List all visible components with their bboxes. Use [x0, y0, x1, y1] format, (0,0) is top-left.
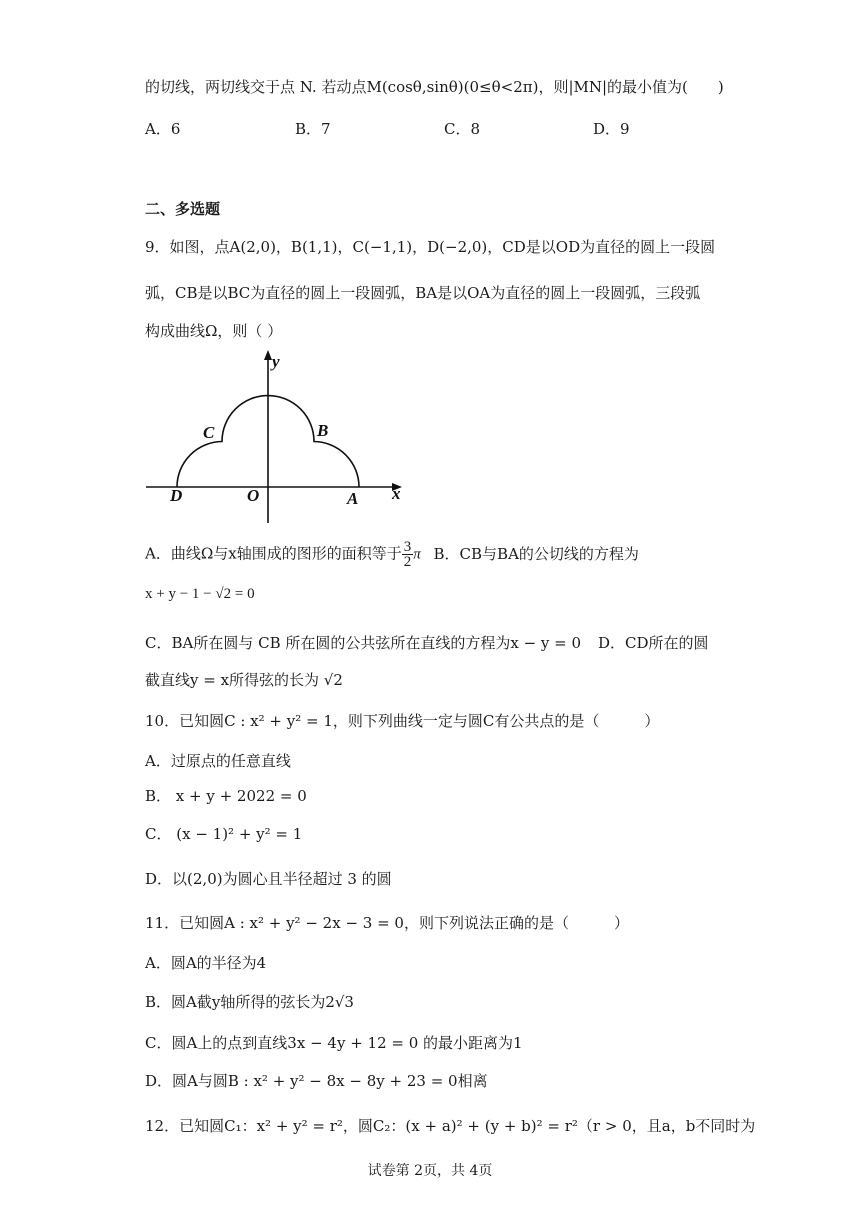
q8-option-b: B．7	[295, 120, 331, 138]
q11-option-b: B．圆A截y轴所得的弦长为2√3	[145, 993, 354, 1011]
section-title: 二、多选题	[145, 200, 221, 218]
q10-option-d: D．以(2,0)为圆心且半径超过 3 的圆	[145, 870, 392, 888]
q9-option-a-row	[145, 540, 639, 569]
q11-option-a: A．圆A的半径为4	[145, 954, 267, 972]
q9-option-d-cont: 截直线y = x所得弦的长为 √2	[145, 671, 343, 689]
pi-symbol: π	[413, 546, 421, 563]
q9-figure	[140, 345, 420, 530]
label-d: D	[170, 486, 183, 505]
label-c: C	[203, 423, 215, 442]
q8-option-c: C．8	[444, 120, 481, 138]
q10-option-b: B． x + y + 2022 = 0	[145, 787, 307, 805]
q8-stem-line: 的切线，两切线交于点 N. 若动点M(cosθ,sinθ)(0≤θ<2π)，则|MN|的最小值为( )	[145, 78, 724, 96]
q11-stem: 11．已知圆A : x² + y² − 2x − 3 = 0，则下列说法正确的是（ ）	[145, 914, 629, 932]
label-a: A	[347, 489, 359, 508]
y-axis-arrow	[264, 350, 272, 360]
q11-option-d: D．圆A与圆B : x² + y² − 8x − 8y + 23 = 0相离	[145, 1072, 488, 1090]
q8-option-a: A．6	[145, 120, 181, 138]
q9-option-c: C．BA所在圆与 CB 所在圆的公共弦所在直线的方程为x − y = 0	[145, 634, 582, 652]
q9-option-b-equation: x + y − 1 − √2 = 0	[145, 586, 255, 602]
label-b: B	[317, 421, 329, 440]
q9-stem-line2: 弧，CB是以BC为直径的圆上一段圆弧，BA是以OA为直径的圆上一段圆弧，三段弧	[145, 284, 701, 302]
q10-stem: 10．已知圆C : x² + y² = 1，则下列曲线一定与圆C有公共点的是（ ）	[145, 712, 660, 730]
label-y: y	[272, 352, 280, 371]
q9-option-b: B．CB与BA的公切线的方程为	[433, 544, 639, 563]
fraction-three-halves: $\frac{3}{2}$	[403, 539, 412, 570]
q8-option-d: D．9	[593, 120, 630, 138]
q10-option-a: A．过原点的任意直线	[145, 752, 291, 770]
q9-stem-line3: 构成曲线Ω，则（ ）	[145, 322, 283, 340]
q9-option-a: A．曲线Ω与x轴围成的图形的面积等于	[145, 544, 402, 563]
q9-stem-line1: 9．如图，点A(2,0)，B(1,1)，C(−1,1)，D(−2,0)，CD是以OD为直径的圆上一段圆	[145, 238, 716, 256]
q12-stem: 12．已知圆C₁：x² + y² = r²，圆C₂：(x + a)² + (y + b)² = r²（r > 0，且a，b不同时为	[145, 1117, 756, 1135]
q9-option-d: D．CD所在的圆	[598, 634, 709, 652]
q10-option-c: C． (x − 1)² + y² = 1	[145, 825, 303, 843]
label-x: x	[392, 484, 401, 503]
page-footer: 试卷第 2页，共 4页	[367, 1163, 493, 1179]
q11-option-c: C．圆A上的点到直线3x − 4y + 12 = 0 的最小距离为1	[145, 1034, 523, 1052]
label-o: O	[247, 486, 260, 505]
